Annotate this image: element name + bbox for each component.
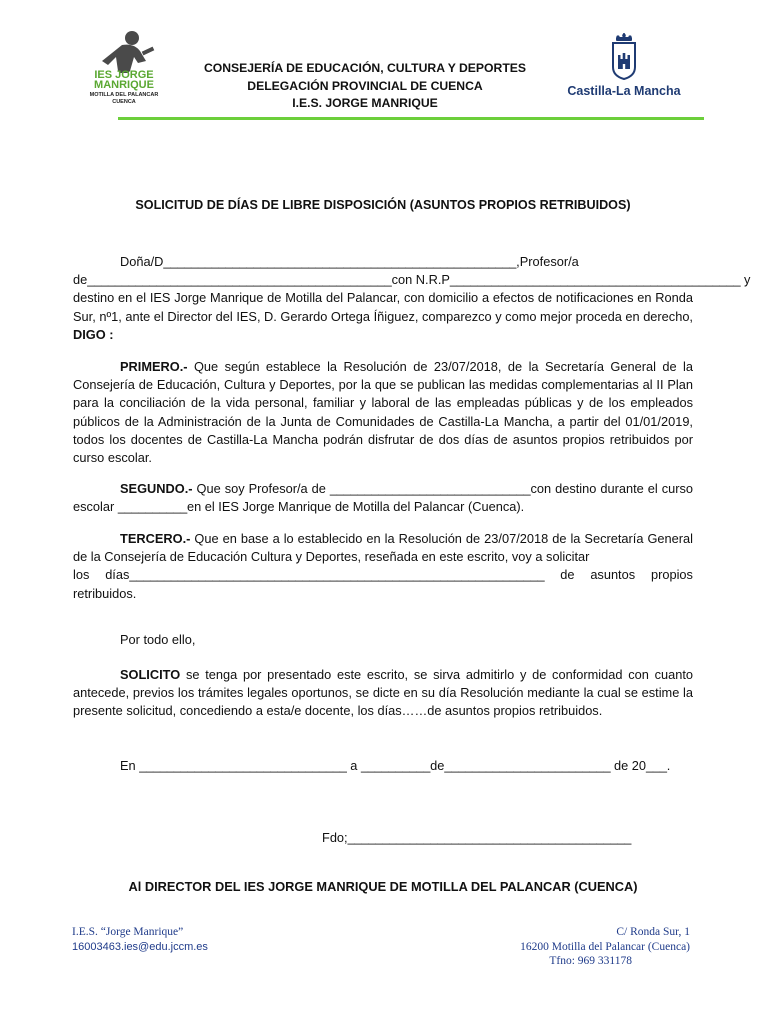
intro-body bbox=[73, 289, 693, 344]
date-de-20: de 20 bbox=[610, 758, 646, 773]
tercero-propios: propios bbox=[650, 567, 693, 583]
tercero-label: TERCERO.- bbox=[120, 531, 191, 546]
date-line bbox=[73, 757, 693, 775]
header-institution bbox=[190, 60, 540, 113]
castle-crest-icon bbox=[566, 33, 682, 83]
header-line-ies: I.E.S. JORGE MANRIQUE bbox=[292, 96, 438, 110]
place-blank: ______________________________ bbox=[139, 758, 347, 773]
logo-line1: IES JORGE bbox=[94, 69, 154, 81]
solicito-label: SOLICITO bbox=[120, 667, 181, 682]
day-blank: __________ bbox=[360, 758, 431, 773]
primero-label: PRIMERO.- bbox=[120, 359, 188, 374]
footer-address: C/ Ronda Sur, 1 bbox=[616, 926, 690, 938]
intro-line-name bbox=[73, 253, 693, 271]
logo-line3: MOTILLA DEL PALANCAR bbox=[89, 92, 159, 98]
segundo-label: SEGUNDO.- bbox=[120, 481, 193, 496]
signature-line bbox=[322, 829, 702, 847]
tercero-paragraph bbox=[73, 530, 693, 603]
header-line-delegacion: DELEGACIÓN PROVINCIAL DE CUENCA bbox=[247, 78, 483, 93]
closing-line bbox=[73, 631, 693, 649]
date-de: de bbox=[430, 758, 445, 773]
segundo-text-2: con destino durante el curso escolar bbox=[73, 481, 693, 515]
signature-label: Fdo; bbox=[322, 830, 348, 845]
addressee: Al DIRECTOR DEL IES JORGE MANRIQUE DE MOTILLA DEL PALANCAR (CUENCA) bbox=[128, 879, 638, 894]
month-blank: ________________________ bbox=[444, 758, 611, 773]
footer-school-name: I.E.S. “Jorge Manrique” bbox=[72, 926, 184, 938]
destino-blank: _____________________________ bbox=[329, 481, 531, 496]
primero-text: Que según establece la Resolución de 23/07/2018, de la Secretaría General de la Consejería de Educación, Cultura y Deportes, por la que se publican las medidas complementarias al II Plan para la conciliación de la vida personal, familiar y laboral de las empleadas públicas y de los empleados públicos de la Administración de la Junta de Comunidades de Castilla-La Mancha, a partir del 01/01/2019, todos los docentes de Castilla-La Mancha podrán disfrutar de dos días de asuntos propios retribuidos por curso escolar. bbox=[73, 359, 693, 466]
footer-right bbox=[480, 925, 690, 969]
intro-digo: DIGO : bbox=[73, 326, 114, 342]
castilla-la-mancha-logo bbox=[566, 33, 682, 105]
logo-line4: CUENCA bbox=[112, 99, 136, 105]
intro-de-label: de bbox=[73, 272, 88, 288]
date-a: a bbox=[346, 758, 361, 773]
intro-paragraph bbox=[73, 253, 751, 344]
date-en: En bbox=[120, 758, 140, 773]
nrp-blank: __________________________________________ bbox=[449, 272, 741, 288]
curso-blank: __________ bbox=[117, 499, 187, 515]
dias-blank: ____________________________________________________________ bbox=[129, 567, 545, 583]
header-divider bbox=[118, 117, 704, 120]
segundo-paragraph bbox=[73, 480, 693, 516]
intro-y-label: y bbox=[740, 272, 751, 288]
tercero-text-1: Que en base a lo establecido en la Resolución de 23/07/2018 de la Secretaría General de la Consejería de Educación Cultura y Deportes, reseñada en este escrito, voy a solicitar bbox=[73, 531, 693, 565]
header-line-consejeria: CONSEJERÍA DE EDUCACIÓN, CULTURA Y DEPORTES bbox=[203, 61, 527, 75]
tercero-dias: días bbox=[105, 567, 130, 583]
logo-line2: MANRIQUE bbox=[94, 79, 154, 91]
solicito-paragraph bbox=[73, 666, 693, 721]
intro-donad-label: Doña/D bbox=[120, 254, 164, 269]
tercero-retribuidos: retribuidos. bbox=[73, 585, 137, 601]
tercero-days-line bbox=[73, 566, 693, 584]
segundo-text-3: en el IES Jorge Manrique de Motilla del Palancar (Cuenca). bbox=[186, 499, 525, 515]
document-title: SOLICITUD DE DÍAS DE LIBRE DISPOSICIÓN (ASUNTOS PROPIOS RETRIBUIDOS) bbox=[135, 198, 631, 212]
intro-profesor-label: ,Profesor/a bbox=[516, 254, 579, 269]
footer-city: 16200 Motilla del Palancar (Cuenca) bbox=[520, 940, 690, 953]
primero-paragraph bbox=[73, 358, 693, 467]
footer-email: 16003463.ies@edu.jccm.es bbox=[72, 940, 208, 953]
castilla-la-mancha-label: Castilla-La Mancha bbox=[567, 84, 681, 98]
footer-left bbox=[72, 925, 208, 954]
intro-nrp-label: con N.R.P bbox=[391, 272, 450, 288]
intro-line-nrp bbox=[73, 271, 751, 289]
intro-text: destino en el IES Jorge Manrique de Motilla del Palancar, con domicilio a efectos de notificaciones en Ronda Sur, nº1, ante el Director del IES, D. Gerardo Ortega Íñiguez, comparezco y como mejor proceda en derecho, bbox=[73, 290, 693, 324]
name-blank: ___________________________________________________ bbox=[163, 254, 517, 269]
subject-blank: ____________________________________________ bbox=[87, 272, 392, 288]
segundo-text-1: Que soy Profesor/a de bbox=[192, 481, 330, 496]
solicito-text: se tenga por presentado este escrito, se sirva admitirlo y de conformidad con cuanto antecede, previos los trámites legales oportunos, se dicte en su día Resolución mediante la cual se estime la presente solicitud, concediendo a esta/e docente, los días……de asuntos propios retribuidos. bbox=[73, 667, 693, 719]
signature-blank: _________________________________________ bbox=[347, 830, 632, 845]
year-blank: ___ bbox=[645, 758, 667, 773]
tercero-body bbox=[73, 530, 693, 566]
date-end: . bbox=[666, 758, 671, 773]
tercero-de: de bbox=[560, 567, 575, 583]
footer-phone: Tfno: 969 331178 bbox=[549, 955, 632, 967]
tercero-asuntos: asuntos bbox=[590, 567, 636, 583]
closing-text: Por todo ello, bbox=[120, 632, 196, 647]
tercero-los: los bbox=[73, 567, 90, 583]
ies-jorge-manrique-logo bbox=[72, 27, 176, 107]
